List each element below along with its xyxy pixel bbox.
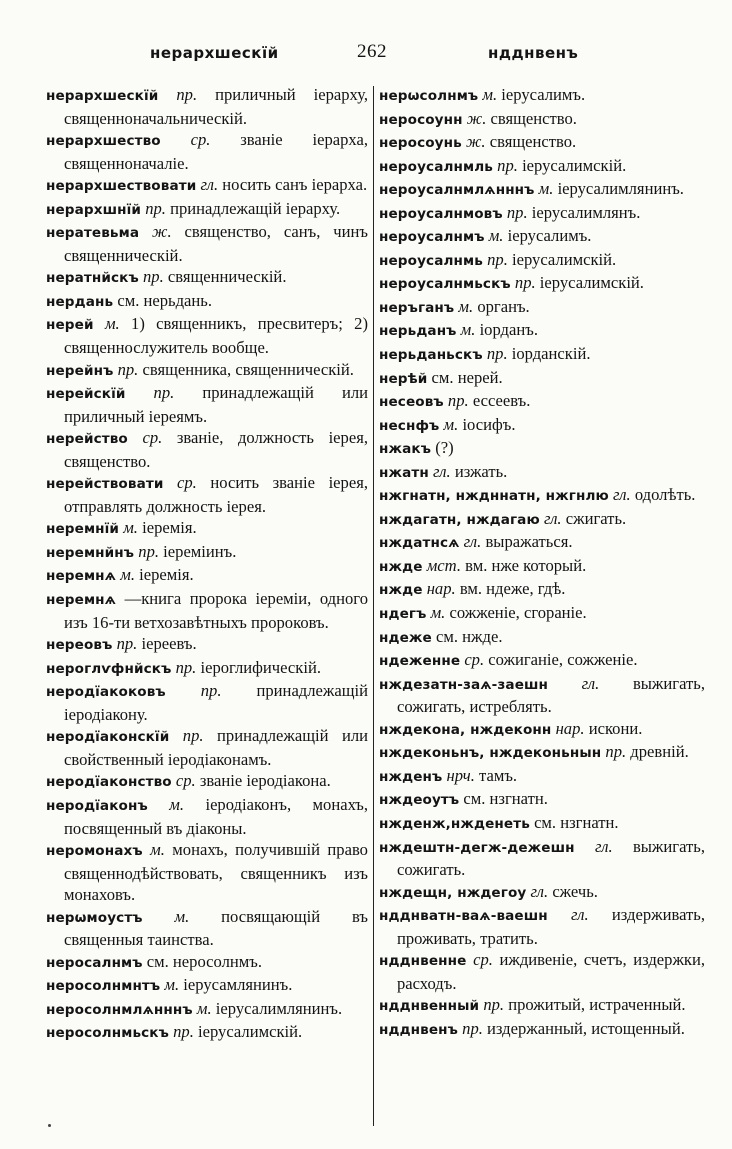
dictionary-entry [379,881,705,905]
entry-definition: см. нерьдань. [117,290,213,310]
dictionary-entry [46,517,368,541]
entry-grammar: м. [488,226,504,246]
entry-headword: нжакъ [379,441,432,458]
dictionary-entry [379,319,705,343]
dictionary-entry [379,437,705,461]
dictionary-entry [379,602,705,626]
entry-grammar: пр. [138,541,160,561]
dictionary-entry [46,427,368,472]
entry-grammar: гл. [530,881,549,901]
entry-definition: —книга пророка іереміи, одного изъ 16-ти ветхозавѣтныхъ пророковъ. [64,589,368,632]
dictionary-entry [379,461,705,485]
dictionary-entry [379,178,705,202]
entry-definition: тамъ. [479,765,518,785]
dictionary-entry [379,994,705,1018]
entry-headword: неромонахъ [46,843,143,860]
entry-grammar: пр. [176,85,198,104]
entry-headword: неръганъ [379,299,455,316]
entry-headword: нерархшествовати [46,178,197,195]
entry-grammar: пр. [462,1018,483,1038]
entry-definition: сжечь. [552,881,598,901]
dictionary-entry [46,129,368,174]
entry-grammar: гл. [613,485,631,505]
dictionary-entry [379,555,705,579]
entry-grammar: ср. [190,130,211,150]
entry-headword: неросалнмъ [46,954,143,971]
entry-headword: нждеоутъ [379,792,460,809]
entry-headword: неродїаконъ [46,797,148,814]
entry-grammar: м. [482,85,498,104]
entry-grammar: гл. [543,508,562,528]
dictionary-entry [379,272,705,296]
dictionary-entry [46,266,368,290]
entry-definition: іеремія. [139,565,194,585]
entry-grammar: гл. [581,673,600,693]
dictionary-entry [46,633,368,657]
entry-grammar: пр. [142,267,164,287]
left-column [46,84,368,1134]
dictionary-entry [46,588,368,633]
entry-definition: іерусалимъ. [501,85,586,104]
entry-headword: ндеже [379,629,432,646]
entry-grammar: ср. [473,950,493,970]
entry-definition: (?) [435,438,454,458]
entry-headword: нждещн, нждегоу [379,884,527,901]
dictionary-entry [379,531,705,555]
dictionary-entry [379,649,705,673]
entry-headword: ндегъ [379,606,427,623]
entry-definition: священство. [489,132,577,152]
entry-grammar: м. [458,296,474,316]
dictionary-entry [379,904,705,949]
page-number: 262 [357,41,387,62]
entry-definition: іерусалимскій. [522,155,627,175]
entry-grammar: гл. [433,461,451,481]
entry-headword: нерархшество [46,133,161,150]
entry-definition: іерусалимскій. [512,249,617,269]
entry-definition: органъ. [477,296,530,316]
dictionary-entry [379,836,705,881]
entry-headword: нереовъ [46,637,113,654]
entry-definition: ессеевъ. [472,391,531,411]
dictionary-entry [379,296,705,320]
entry-definition: іерусалимлянъ. [531,202,641,222]
entry-definition: см. нзгнатн. [534,812,619,832]
entry-grammar: ж. [152,222,172,242]
dictionary-entry [379,225,705,249]
entry-headword: нероусалнмъ [379,229,485,246]
entry-headword: неремнѧ [46,568,117,585]
entry-definition: священство. [490,108,577,128]
entry-grammar: ср. [464,650,485,670]
entry-definition: см. нжде. [436,626,503,646]
entry-definition: іерусалимлянинъ. [557,179,684,199]
entry-definition: іеремія. [142,518,197,538]
dictionary-entry [46,974,368,998]
dictionary-entry [379,131,705,155]
entry-definition: іероглифическій. [200,657,321,677]
entry-headword: нжде [379,558,423,575]
dictionary-entry [46,906,368,951]
dictionary-entry [46,84,368,129]
entry-definition: іереевъ. [141,634,197,654]
entry-definition: священство, санъ, чинъ священническій. [64,222,368,265]
dictionary-entry [379,367,705,391]
entry-grammar: м. [169,794,184,814]
entry-headword: неродїаконскїй [46,729,170,746]
entry-headword: нерωмоустъ [46,909,143,926]
entry-definition: издерживать, проживать, тратить. [397,905,705,948]
entry-grammar: м. [430,603,446,623]
dictionary-entry [379,155,705,179]
running-head-right: ндднвенъ [488,44,579,62]
entry-grammar: пр. [173,1022,194,1042]
dictionary-entry [379,673,705,718]
dictionary-entry [46,794,368,839]
entry-definition: іерусамлянинъ. [183,975,293,995]
entry-definition: принадлежащій или свойственный іеродіаконамъ. [64,726,368,769]
entry-headword: нерьданьскъ [379,347,483,364]
entry-headword: неснфъ [379,417,440,434]
entry-grammar: пр. [605,742,627,762]
dictionary-entry [379,1018,705,1042]
entry-headword: нератевьма [46,225,140,242]
print-speck [48,1124,51,1127]
dictionary-entry [46,541,368,565]
entry-grammar: пр. [487,249,508,269]
entry-definition: званіе іерарха, священноначаліе. [64,130,368,173]
entry-headword: неремнйнъ [46,544,135,561]
entry-headword: нерейство [46,431,128,448]
entry-definition: іеродіаконъ, монахъ, посвященный въ діаконы. [64,794,368,838]
right-column [379,84,705,1134]
dictionary-entry [46,382,368,427]
entry-grammar: пр. [145,198,166,218]
entry-grammar: ж. [466,108,487,128]
entry-headword: нждатнсѧ [379,535,460,552]
entry-grammar: пр. [506,202,528,222]
column-divider [373,86,374,1126]
entry-grammar: нар. [426,579,456,599]
entry-headword: нжгнатн, нждннатн, нжгнлю [379,488,609,505]
dictionary-entry [46,1021,368,1045]
entry-grammar: м. [164,975,180,995]
entry-definition: см. неросолнмъ. [146,951,262,971]
running-head-left: нерархшескїй [150,44,279,62]
entry-grammar: пр. [182,726,204,746]
dictionary-entry [379,718,705,742]
entry-definition: носить санъ іерарха. [222,175,368,195]
entry-headword: нерейнъ [46,362,114,379]
entry-headword: нерѣй [379,370,428,387]
dictionary-entry [46,951,368,975]
entry-definition: приличный іерарху, священноначальническій. [64,85,368,128]
dictionary-entry [46,221,368,266]
entry-definition: иждивеніе, счетъ, издержки, расходъ. [397,950,705,993]
entry-grammar: гл. [463,532,482,552]
dictionary-entry [46,198,368,222]
entry-definition: іерусалимскій. [198,1022,303,1042]
entry-definition: изжать. [454,461,508,481]
entry-headword: нждештн-дегж-дежешн [379,839,575,856]
entry-definition: священника, священническій. [142,359,354,379]
entry-definition: монахъ, получившій право священнодѣйствовать, священникъ изъ монаховъ. [64,840,368,905]
entry-definition: іерусалимлянинъ. [215,998,343,1018]
entry-definition: іерусалимскій. [539,273,644,293]
entry-definition: іерусалимъ. [507,226,592,246]
dictionary-entry [46,725,368,770]
entry-headword: ндднвенъ [379,1021,458,1038]
entry-definition: издержанный, истощенный. [487,1018,685,1038]
entry-grammar: м. [196,998,212,1018]
entry-definition: званіе іеродіакона. [199,771,331,791]
dictionary-entry [46,359,368,383]
entry-headword: нероусалнмлѧнннъ [379,182,535,199]
entry-grammar: пр. [514,273,536,293]
entry-headword: нжденж,нжденеть [379,815,530,832]
entry-definition: іорданскій. [511,344,591,364]
entry-headword: нжде [379,582,423,599]
entry-headword: нероглѵфнйскъ [46,660,172,677]
entry-definition: древній. [630,742,689,762]
entry-headword: нерωсолнмъ [379,88,479,104]
entry-grammar: пр. [175,657,197,677]
entry-headword: нерей [46,317,94,334]
dictionary-entry [379,812,705,836]
dictionary-entry [379,414,705,438]
dictionary-entry [46,174,368,198]
dictionary-entry [46,313,368,358]
entry-headword: неродїакоковъ [46,684,166,701]
dictionary-entry [379,484,705,508]
entry-grammar: пр. [486,344,508,364]
entry-headword: нждезатн-заѧ-заешн [379,676,549,693]
entry-grammar: ср. [142,428,163,448]
entry-definition: искони. [588,718,643,738]
entry-definition: іорданъ. [479,320,538,340]
entry-grammar: пр. [117,359,139,379]
entry-headword: неросолнмьскъ [46,1025,169,1042]
entry-headword: нероусалнмьскъ [379,276,511,293]
entry-definition: званіе, должность іерея, священство. [64,428,368,471]
entry-headword: неремнѧ [46,592,117,609]
entry-headword: нждеконьнъ, нждеконьнын [379,745,602,762]
entry-headword: ндднвенный [379,998,480,1015]
entry-headword: нероусалнмль [379,158,493,175]
entry-grammar: м. [443,414,459,434]
dictionary-entry [379,390,705,414]
entry-grammar: пр. [483,995,505,1015]
dictionary-entry [379,741,705,765]
entry-definition: сожженіе, сгораніе. [449,603,587,623]
entry-headword: несеовъ [379,394,444,411]
entry-definition: іосифъ. [462,414,516,434]
dictionary-entry [46,472,368,517]
dictionary-entry [379,508,705,532]
dictionary-entry [46,998,368,1022]
entry-headword: ндеженне [379,653,461,670]
entry-headword: неросолнмлѧнннъ [46,1001,193,1018]
entry-definition: выражаться. [485,532,573,552]
dictionary-entry [46,290,368,314]
entry-headword: неремнїй [46,521,120,538]
entry-definition: вм. нже который. [465,555,587,575]
dictionary-entry [379,249,705,273]
entry-definition: сжигать. [565,508,627,528]
entry-headword: неросоунь [379,135,462,152]
dictionary-entry [46,680,368,725]
entry-grammar: нрч. [446,765,475,785]
dictionary-entry [379,84,705,108]
entry-headword: нерейскїй [46,386,126,403]
dictionary-entry [379,626,705,650]
entry-headword: нждагатн, нждагаю [379,511,540,528]
dictionary-entry [46,564,368,588]
entry-headword: нжденъ [379,768,443,785]
entry-headword: нерархшнїй [46,201,142,218]
dictionary-entry [379,949,705,994]
entry-grammar: пр. [200,681,222,701]
entry-definition: принадлежащій іеродіакону. [64,681,368,724]
dictionary-entry [379,578,705,602]
entry-definition: выжигать, сожигать, истреблять. [397,673,705,717]
entry-headword: нждекона, нждеконн [379,721,552,738]
entry-headword: неросолнмнтъ [46,978,161,995]
entry-headword: нероусалнмь [379,252,483,269]
entry-definition: вм. ндеже, гдѣ. [459,579,566,599]
dictionary-entry [46,770,368,794]
entry-headword: нероусалнмовъ [379,205,503,222]
entry-grammar: м. [123,518,138,538]
entry-grammar: м. [460,320,476,340]
dictionary-entry [46,657,368,681]
entry-grammar: м. [538,179,554,199]
entry-grammar: пр. [447,391,469,411]
entry-grammar: м. [104,314,120,334]
entry-grammar: м. [150,840,165,860]
entry-grammar: пр. [153,383,175,403]
entry-headword: ндднватн-ваѧ-ваешн [379,908,548,925]
entry-definition: посвящающій въ священныя таинства. [64,906,368,950]
entry-grammar: пр. [116,634,138,654]
entry-grammar: ср. [175,771,196,791]
entry-grammar: ж. [465,132,486,152]
entry-grammar: м. [120,565,135,585]
entry-headword: нжатн [379,464,429,481]
entry-headword: неросоунн [379,111,463,128]
entry-definition: принадлежащій іерарху. [170,198,341,218]
entry-grammar: мст. [426,555,461,575]
entry-grammar: гл. [594,836,613,856]
entry-headword: нердань [46,293,114,310]
entry-definition: 1) священникъ, пресвитеръ; 2) священнослужитель вообще. [64,314,368,358]
dictionary-entry [379,343,705,367]
entry-headword: нерархшескїй [46,88,159,104]
entry-headword: нератнйскъ [46,270,139,287]
entry-headword: неродїаконство [46,774,172,791]
dictionary-entry [379,108,705,132]
dictionary-entry [379,765,705,789]
entry-headword: нерьданъ [379,323,457,340]
dictionary-entry [379,788,705,812]
entry-definition: сожиганіе, сожженіе. [488,650,638,670]
entry-definition: выжигать, сожигать. [397,836,705,880]
entry-definition: одолѣть. [634,485,696,505]
entry-definition: іереміинъ. [163,541,237,561]
entry-grammar: гл. [571,905,589,925]
entry-headword: ндднвенне [379,953,467,970]
entry-definition: носить званіе іерея, отправлять должность іерея. [64,473,368,516]
dictionary-entry [46,839,368,906]
page-header [0,41,732,72]
entry-definition: священническій. [167,267,287,287]
dictionary-entry [379,202,705,226]
entry-definition: см. нзгнатн. [463,789,548,809]
entry-headword: нерействовати [46,476,164,493]
entry-definition: см. нерей. [431,367,503,387]
entry-definition: прожитый, истраченный. [508,995,686,1015]
entry-grammar: гл. [200,175,219,195]
entry-grammar: нар. [555,718,585,738]
entry-grammar: м. [174,906,190,926]
entry-definition: принадлежащій или приличный іереямъ. [64,383,368,426]
entry-grammar: пр. [497,155,518,175]
entry-grammar: ср. [177,473,197,493]
